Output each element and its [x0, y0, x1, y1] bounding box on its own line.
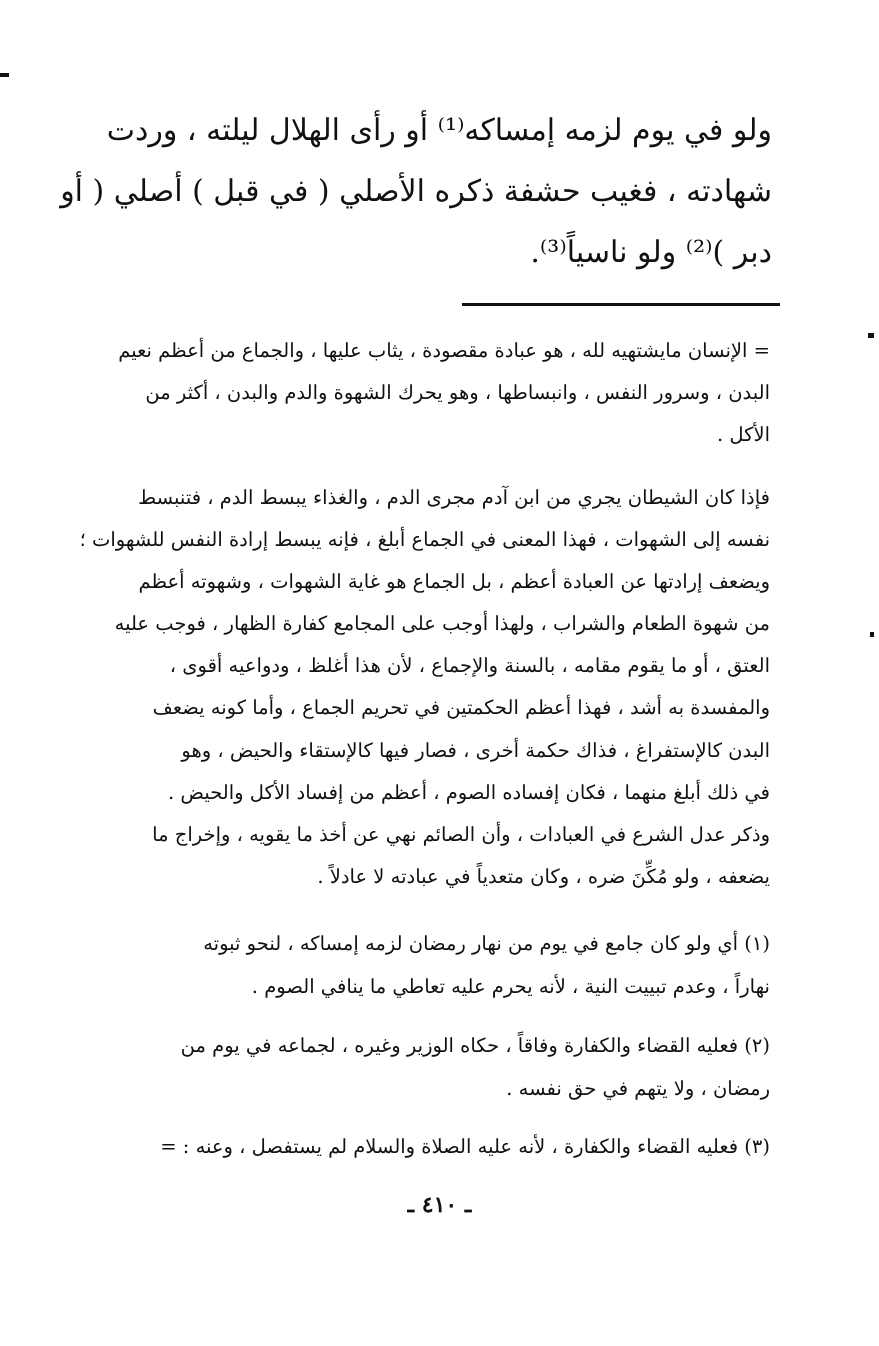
page-number: ـ ٤١٠ ـ — [407, 1192, 472, 1218]
footnote-divider — [462, 303, 780, 306]
main-matn-text — [50, 100, 772, 283]
footnote-line: رمضان ، ولا يتهم في حق نفسه . — [506, 1077, 770, 1100]
commentary-line: من شهوة الطعام والشراب ، ولهذا أوجب على المجامع كفارة الظهار ، فوجب عليه — [114, 612, 770, 636]
footnote-1 — [40, 922, 770, 1008]
footnote-3 — [40, 1125, 770, 1168]
commentary-continued — [45, 330, 770, 456]
commentary-line: = الإنسان مايشتهيه لله ، هو عبادة مقصودة ، يثاب عليها ، والجماع من أعظم نعيم — [118, 339, 770, 362]
commentary-line: العتق ، أو ما يقوم مقامه ، بالسنة والإجماع ، لأن هذا أغلظ ، ودواعيه أقوى ، — [169, 654, 770, 678]
commentary-line: ويضعف إرادتها عن العبادة أعظم ، بل الجماع هو غاية الشهوات ، وشهوته أعظم — [138, 570, 770, 594]
footnote-line: (٣) فعليه القضاء والكفارة ، لأنه عليه الصلاة والسلام لم يستفصل ، وعنه : = — [160, 1135, 770, 1158]
commentary-line: والمفسدة به أشد ، فهذا أعظم الحكمتين في تحريم الجماع ، وأما كونه يضعف — [152, 696, 770, 720]
footnote-line: (٢) فعليه القضاء والكفارة وفاقاً ، حكاه الوزير وغيره ، لجماعه في يوم من — [180, 1034, 770, 1057]
commentary-line: الأكل . — [717, 423, 770, 446]
commentary-line: فإذا كان الشيطان يجري من ابن آدم مجرى الدم ، والغذاء يبسط الدم ، فتنبسط — [138, 486, 770, 509]
scan-edge-mark-right-mid — [870, 632, 874, 637]
main-text-line: دبر )⁽²⁾ ولو ناسياً⁽³⁾. — [530, 235, 772, 270]
commentary-paragraph — [45, 477, 770, 898]
scan-edge-mark-right-top — [868, 333, 874, 338]
commentary-line: نفسه إلى الشهوات ، فهذا المعنى في الجماع أبلغ ، فإنه يبسط إرادة النفس للشهوات ؛ — [79, 528, 770, 552]
commentary-line: البدن ، وسرور النفس ، وانبساطها ، وهو يحرك الشهوة والدم والبدن ، أكثر من — [145, 381, 770, 404]
commentary-line: في ذلك أبلغ منهما ، فكان إفساده الصوم ، أعظم من إفساد الأكل والحيض . — [168, 780, 770, 804]
footnote-2 — [40, 1024, 770, 1110]
commentary-line: يضعفه ، ولو مُكِّنَ ضره ، وكان متعدياً في عبادته لا عادلاً . — [317, 864, 770, 888]
commentary-line: البدن كالإستفراغ ، فذاك حكمة أخرى ، فصار فيها كالإستقاء والحيض ، وهو — [181, 738, 770, 762]
footnote-line: نهاراً ، وعدم تبييت النية ، لأنه يحرم عليه تعاطي ما ينافي الصوم . — [251, 975, 770, 998]
main-text-line: ولو في يوم لزمه إمساكه⁽¹⁾ أو رأى الهلال ليلته ، وردت — [106, 113, 772, 148]
commentary-line: وذكر عدل الشرع في العبادات ، وأن الصائم نهي عن أخذ ما يقويه ، وإخراج ما — [152, 822, 770, 846]
scan-edge-mark-left — [0, 73, 9, 77]
footnote-line: (١) أي ولو كان جامع في يوم من نهار رمضان لزمه إمساكه ، لنحو ثبوته — [203, 932, 770, 955]
main-text-line: شهادته ، فغيب حشفة ذكره الأصلي ( في قبل ) أصلي ( أو — [60, 174, 772, 209]
